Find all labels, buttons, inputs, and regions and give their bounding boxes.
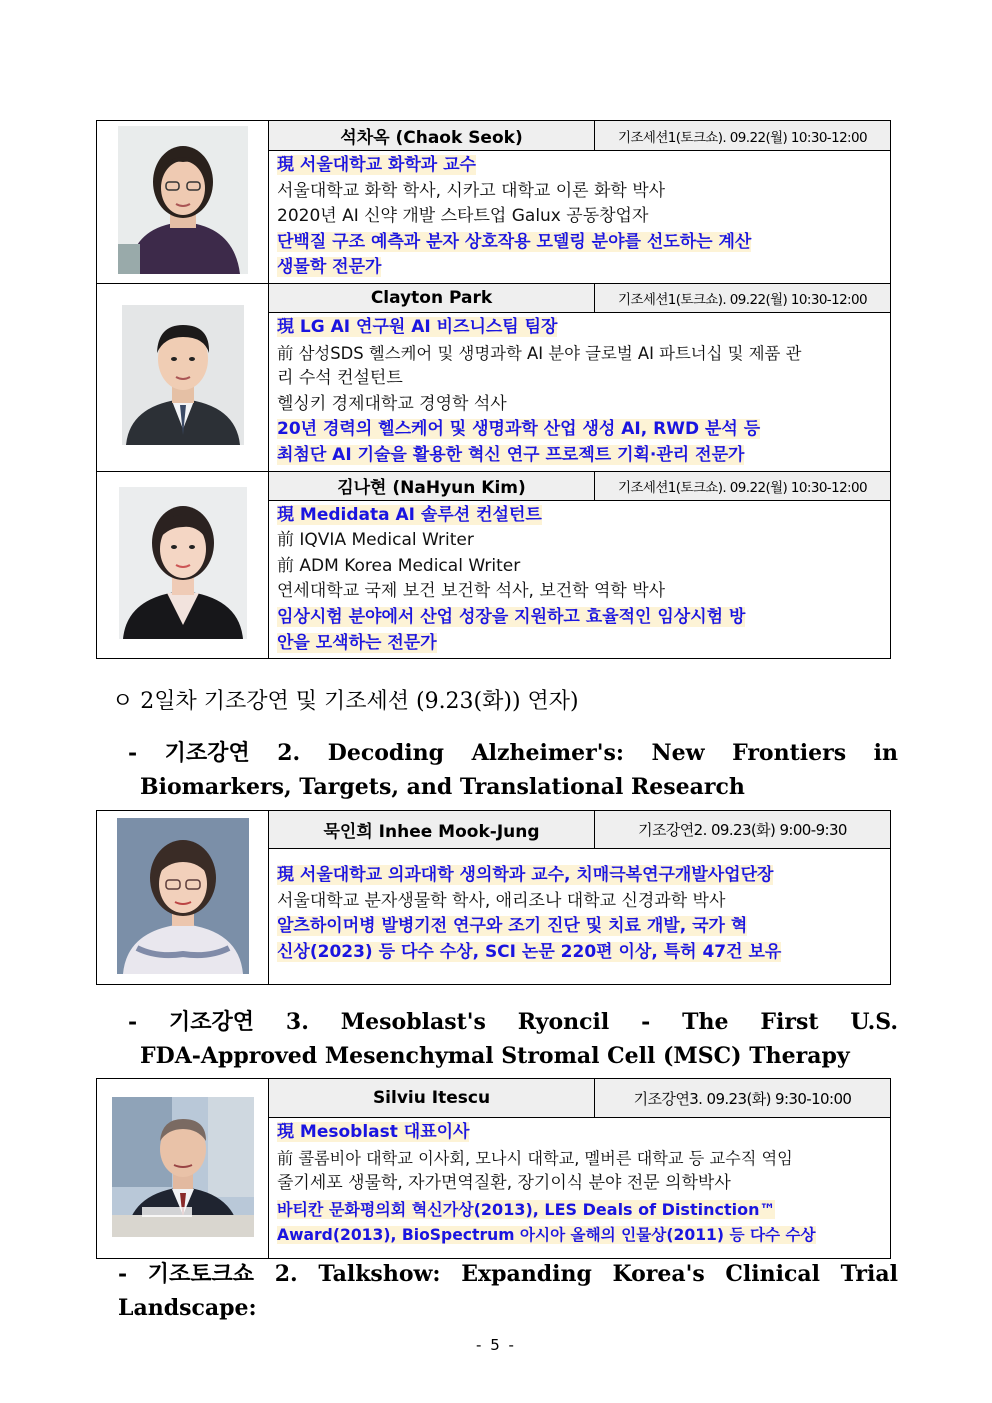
keynote2-title-line1: - 기조강연 2. Decoding Alzheimer's: New Frontiers in <box>128 740 898 766</box>
bio-line: 줄기세포 생물학, 자가면역질환, 장기이식 분야 전문 의학박사 <box>277 1173 731 1194</box>
keynote2-title-line2: Biomarkers, Targets, and Translational Research <box>140 774 745 800</box>
speaker-photo-cell <box>97 471 269 659</box>
bio-line: 現 Mesoblast 대표이사 <box>277 1122 470 1142</box>
bio-line: 바티칸 문화평의회 혁신가상(2013), LES Deals of Distinction™ <box>277 1199 776 1219</box>
speaker-bio <box>269 849 891 985</box>
keynote3-title-line1: - 기조강연 3. Mesoblast's Ryoncil - The First U.S. <box>128 1009 898 1035</box>
session-time: 기조강연2. 09.23(화) 9:00-9:30 <box>595 811 891 849</box>
bio-line: 리 수석 컨설턴트 <box>277 368 403 389</box>
speaker-photo-clayton-park <box>122 305 244 445</box>
talkshow-title-line: - 기조토크쇼 2. Talkshow: Expanding Korea's Clinical Trial Landscape: <box>118 1261 898 1321</box>
speaker-photo-cell <box>97 121 269 284</box>
bio-line: 20년 경력의 헬스케어 및 생명과학 산업 생성 AI, RWD 분석 등 <box>277 419 761 440</box>
talkshow-title <box>118 1257 898 1325</box>
speaker-name: Clayton Park <box>269 283 595 312</box>
bio-line: 現 서울대학교 화학과 교수 <box>277 155 476 175</box>
speaker-bio <box>269 312 891 471</box>
keynote3-title <box>128 1005 898 1073</box>
day2-section-heading: ㅇ 2일차 기조강연 및 기조세션 (9.23(화)) 연자) <box>112 689 579 714</box>
day1-speaker-table <box>96 120 891 659</box>
keynote2-title <box>128 736 898 804</box>
bio-line: 서울대학교 화학 학사, 시카고 대학교 이론 화학 박사 <box>277 180 666 201</box>
bio-line: 前 콜롬비아 대학교 이사회, 모나시 대학교, 멜버른 대학교 등 교수직 역임 <box>277 1148 793 1168</box>
bio-line: 임상시험 분야에서 산업 성장을 지원하고 효율적인 임상시험 방 <box>277 606 746 627</box>
keynote3-speaker-table <box>96 1078 891 1259</box>
bio-line: 신상(2023) 등 다수 수상, SCI 논문 220편 이상, 특허 47건 보유 <box>277 941 782 962</box>
bio-line: 연세대학교 국제 보건 보건학 석사, 보건학 역학 박사 <box>277 581 666 602</box>
speaker-bio <box>269 1118 891 1259</box>
bio-line: Award(2013), BioSpectrum 아시아 올해의 인물상(2011) 등 다수 수상 <box>277 1226 816 1245</box>
bio-line: 現 LG AI 연구원 AI 비즈니스팀 팀장 <box>277 316 558 337</box>
speaker-photo-inhee-mook-jung <box>117 818 249 974</box>
speaker-photo-silviu-itescu <box>112 1097 254 1237</box>
speaker-name: 묵인희 Inhee Mook-Jung <box>269 811 595 849</box>
speaker-name: 김나현 (NaHyun Kim) <box>269 471 595 500</box>
bio-line: 2020년 AI 신약 개발 스타트업 Galux 공동창업자 <box>277 206 649 227</box>
bio-line: 안을 모색하는 전문가 <box>277 632 437 653</box>
page-number: - 5 - <box>476 1336 516 1354</box>
speaker-photo-cell <box>97 811 269 985</box>
bio-line: 前 ADM Korea Medical Writer <box>277 555 521 576</box>
speaker-photo-cell <box>97 1079 269 1259</box>
bio-line: 알츠하이머병 발병기전 연구와 조기 진단 및 치료 개발, 국가 혁 <box>277 916 748 937</box>
keynote3-title-line2: FDA-Approved Mesenchymal Stromal Cell (MSC) Therapy <box>140 1043 850 1069</box>
session-time: 기조강연3. 09.23(화) 9:30-10:00 <box>595 1079 891 1118</box>
bio-line: 생물학 전문가 <box>277 257 382 278</box>
session-time: 기조세션1(토크쇼). 09.22(월) 10:30-12:00 <box>595 283 891 312</box>
speaker-photo-chaok-seok <box>118 126 248 274</box>
bio-line: 헬싱키 경제대학교 경영학 석사 <box>277 393 507 414</box>
bio-line: 現 Medidata AI 솔루션 컨설턴트 <box>277 504 542 525</box>
bio-line: 단백질 구조 예측과 분자 상호작용 모델링 분야를 선도하는 계산 <box>277 231 752 252</box>
bio-line: 現 서울대학교 의과대학 생의학과 교수, 치매극복연구개발사업단장 <box>277 865 774 885</box>
bio-line: 서울대학교 분자생물학 학사, 애리조나 대학교 신경과학 박사 <box>277 890 726 911</box>
bio-line: 前 IQVIA Medical Writer <box>277 530 474 551</box>
speaker-photo-cell <box>97 283 269 471</box>
session-time: 기조세션1(토크쇼). 09.22(월) 10:30-12:00 <box>595 471 891 500</box>
speaker-name: Silviu Itescu <box>269 1079 595 1118</box>
speaker-photo-nahyun-kim <box>119 487 247 639</box>
bio-line: 前 삼성SDS 헬스케어 및 생명과학 AI 분야 글로벌 AI 파트너십 및 제품 관 <box>277 343 802 363</box>
keynote2-speaker-table <box>96 810 891 985</box>
session-time: 기조세션1(토크쇼). 09.22(월) 10:30-12:00 <box>595 121 891 151</box>
speaker-bio <box>269 500 891 659</box>
speaker-name: 석차옥 (Chaok Seok) <box>269 121 595 151</box>
speaker-bio <box>269 151 891 284</box>
bio-line: 최첨단 AI 기술을 활용한 혁신 연구 프로젝트 기획·관리 전문가 <box>277 444 745 465</box>
